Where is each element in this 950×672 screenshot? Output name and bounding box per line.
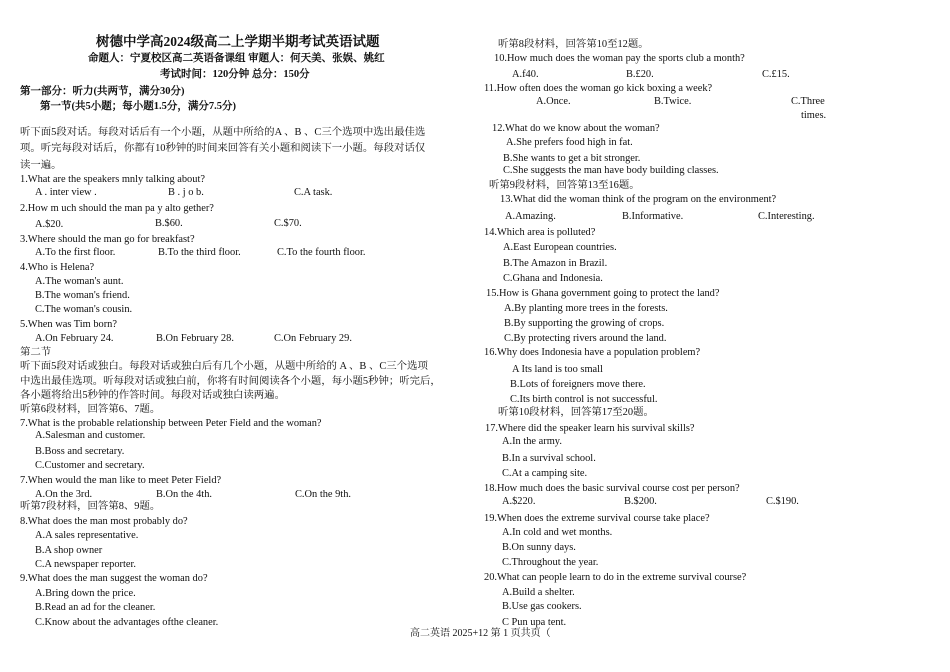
q8-option-c: C.A newspaper reporter. xyxy=(35,559,136,570)
q4-option-c: C.The woman's cousin. xyxy=(35,304,133,315)
q14-option-b: B.The Amazon in Brazil. xyxy=(503,258,608,269)
q7b-stem: 7.When would the man like to meet Peter Field? xyxy=(20,475,222,486)
q2-stem: 2.How m uch should the man pa y alto gether? xyxy=(20,203,214,214)
q5-option-a: A.On February 24. xyxy=(35,333,114,344)
q9-stem: 9.What does the man suggest the woman do? xyxy=(20,573,208,584)
q8-option-a: A.A sales representative. xyxy=(35,530,139,541)
exam-info: 考试时间：120分钟 总分：150分 xyxy=(160,69,310,80)
q10-option-c: C.£15. xyxy=(762,69,790,80)
q3-stem: 3.Where should the man go for breakfast? xyxy=(20,234,195,245)
q17-option-a: A.In the army. xyxy=(502,436,562,447)
q9-option-b: B.Read an ad for the cleaner. xyxy=(35,602,156,613)
q4-option-b: B.The woman's friend. xyxy=(35,290,130,301)
q4-stem: 4.Who is Helena? xyxy=(20,262,95,273)
q5-option-c: C.On February 29. xyxy=(274,333,352,344)
material-6-note: 听第6段材料，回答第6、7题。 xyxy=(20,404,161,415)
q17-option-c: C.At a camping site. xyxy=(502,468,588,479)
q20-option-a: A.Build a shelter. xyxy=(502,587,575,598)
q8-stem: 8.What does the man most probably do? xyxy=(20,516,188,527)
q16-option-b: B.Lots of foreigners move there. xyxy=(510,379,646,390)
exam-authors: 命题人：宁夏校区高二英语备课组 审题人：何天美、张娱、姚红 xyxy=(88,53,385,64)
material-7-note: 听第7段材料，回答第8、9题。 xyxy=(20,501,161,512)
q7b-option-c: C.On the 9th. xyxy=(295,489,351,500)
material-8-note: 听第8段材料，回答第10至12题。 xyxy=(498,39,649,50)
q16-option-a: A Its land is too small xyxy=(512,364,603,375)
q9-option-a: A.Bring down the price. xyxy=(35,588,136,599)
q11-option-b: B.Twice. xyxy=(654,96,692,107)
q12-stem: 12.What do we know about the woman? xyxy=(492,123,660,134)
q7b-option-b: B.On the 4th. xyxy=(156,489,212,500)
q10-option-a: A.f40. xyxy=(512,69,539,80)
part1-heading: 第一部分：听力(共两节，满分30分) xyxy=(20,86,185,97)
q1-option-c: C.A task. xyxy=(294,187,333,198)
q10-stem: 10.How much does the woman pay the sports club a month? xyxy=(494,53,745,64)
q14-stem: 14.Which area is polluted? xyxy=(484,227,596,238)
q13-stem: 13.What did the woman think of the program on the environment? xyxy=(500,194,777,205)
q14-option-c: C.Ghana and Indonesia. xyxy=(503,273,603,284)
q18-stem: 18.How much does the basic survival course cost per person? xyxy=(484,483,740,494)
section1-instructions-3: 读一遍。 xyxy=(20,160,62,171)
q15-stem: 15.How is Ghana government going to protect the land? xyxy=(486,288,720,299)
section2-label: 第二节 xyxy=(20,347,52,358)
q7-option-b: B.Boss and secretary. xyxy=(35,446,125,457)
q18-option-a: A.$220. xyxy=(502,496,536,507)
q7-option-a: A.Salesman and customer. xyxy=(35,430,146,441)
q1-option-a: A . inter view . xyxy=(35,187,97,198)
q8-option-b: B.A shop owner xyxy=(35,545,103,556)
section1-instructions-1: 听下面5段对话。每段对话后有一个小题，从题中所给的A 、B 、C三个选项中选出最佳选 xyxy=(20,127,426,138)
section1-instructions-2: 项。听完每段对话后，你都有10秒钟的时间来回答有关小题和阅读下一小题。每段对话仅 xyxy=(20,143,426,154)
material-9-note: 听第9段材料，回答第13至16题。 xyxy=(489,180,640,191)
q4-option-a: A.The woman's aunt. xyxy=(35,276,124,287)
q19-option-a: A.In cold and wet months. xyxy=(502,527,613,538)
q3-option-b: B.To the third floor. xyxy=(158,247,241,258)
q19-option-c: C.Throughout the year. xyxy=(502,557,599,568)
q15-option-a: A.By planting more trees in the forests. xyxy=(504,303,668,314)
q13-option-c: C.Interesting. xyxy=(758,211,815,222)
page-footer: 高二英语 2025+12 第 1 页共页（ xyxy=(410,628,551,639)
q16-option-c: C.Its birth control is not successful. xyxy=(510,394,658,405)
q2-option-c: C.$70. xyxy=(274,218,302,229)
q20-stem: 20.What can people learn to do in the extreme survival course? xyxy=(484,572,747,583)
q12-option-b: B.She wants to get a bit stronger. xyxy=(503,153,641,164)
q12-option-c: C.She suggests the man have body building classes. xyxy=(503,165,719,176)
q20-option-b: B.Use gas cookers. xyxy=(502,601,582,612)
q20-option-c: C Pun upa tent. xyxy=(502,617,567,628)
q10-option-b: B.£20. xyxy=(626,69,654,80)
q13-option-a: A.Amazing. xyxy=(505,211,556,222)
q15-option-b: B.By supporting the growing of crops. xyxy=(504,318,665,329)
material-10-note: 听第10段材料，回答第17至20题。 xyxy=(498,407,654,418)
q5-stem: 5.When was Tim born? xyxy=(20,319,117,330)
section1-heading: 第一节(共5小题；每小题1.5分，满分7.5分) xyxy=(40,101,236,112)
q9-option-c: C.Know about the advantages ofthe cleaner. xyxy=(35,617,219,628)
q2-option-b: B.$60. xyxy=(155,218,183,229)
q18-option-c: C.$190. xyxy=(766,496,799,507)
q14-option-a: A.East European countries. xyxy=(503,242,617,253)
q7b-option-a: A.On the 3rd. xyxy=(35,489,93,500)
q11-stem: 11.How often does the woman go kick boxing a week? xyxy=(484,83,713,94)
section2-instructions-3: 各小题将给出5秒钟的作答时间。每段对话或独白读两遍。 xyxy=(20,390,285,401)
exam-title: 树德中学高2024级高二上学期半期考试英语试题 xyxy=(96,34,380,49)
section2-instructions-1: 听下面5段对话或独白。每段对话或独白后有几个小题，从题中所给的 A 、B 、C三个选项 xyxy=(20,361,428,372)
q1-stem: 1.What are the speakers mnly talking about? xyxy=(20,174,205,185)
q18-option-b: B.$200. xyxy=(624,496,657,507)
q15-option-c: C.By protecting rivers around the land. xyxy=(504,333,667,344)
q2-option-a: A.$20. xyxy=(35,219,64,230)
q7-option-c: C.Customer and secretary. xyxy=(35,460,145,471)
q7-stem: 7.What is the probable relationship between Peter Field and the woman? xyxy=(20,418,322,429)
q17-option-b: B.In a survival school. xyxy=(502,453,596,464)
section2-instructions-2: 中选出最佳选项。听每段对话或独白前，你将有时间阅读各个小题，每小题5秒钟；听完后， xyxy=(20,376,441,387)
q11-option-a: A.Once. xyxy=(536,96,571,107)
q19-option-b: B.On sunny days. xyxy=(502,542,576,553)
q5-option-b: B.On February 28. xyxy=(156,333,234,344)
q3-option-c: C.To the fourth floor. xyxy=(277,247,366,258)
q11-option-c-cont: times. xyxy=(801,110,827,121)
q17-stem: 17.Where did the speaker learn his survival skills? xyxy=(485,423,695,434)
q12-option-a: A.She prefers food high in fat. xyxy=(506,137,633,148)
q3-option-a: A.To the first floor. xyxy=(35,247,116,258)
q16-stem: 16.Why does Indonesia have a population problem? xyxy=(484,347,701,358)
q13-option-b: B.Informative. xyxy=(622,211,684,222)
q1-option-b: B . j o b. xyxy=(168,187,204,198)
q11-option-c: C.Three xyxy=(791,96,825,107)
q19-stem: 19.When does the extreme survival course take place? xyxy=(484,513,710,524)
